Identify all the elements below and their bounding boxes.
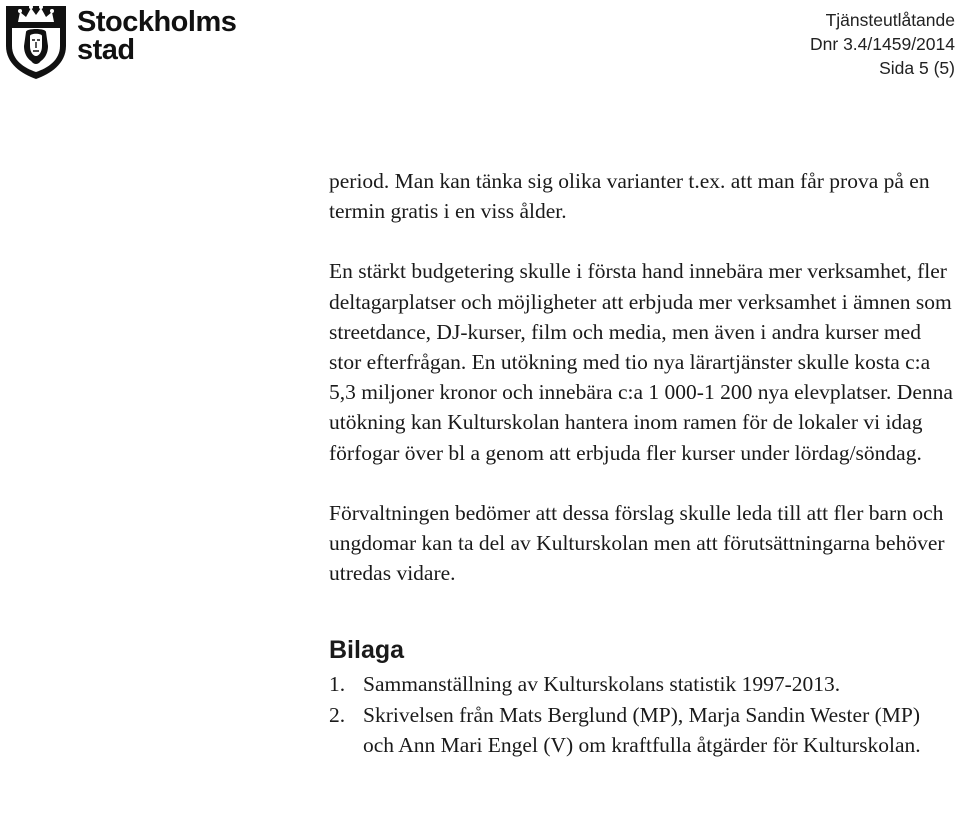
document-body <box>329 166 954 760</box>
document-header-info <box>810 8 955 80</box>
list-item-text: Skrivelsen från Mats Berglund (MP), Marja Sandin Wester (MP) och Ann Mari Engel (V) om kraftfulla åtgärder för Kulturskolan. <box>363 702 921 757</box>
list-item <box>329 669 954 699</box>
paragraph-1: period. Man kan tänka sig olika varianter t.ex. att man får prova på en termin gratis i en viss ålder. <box>329 169 930 224</box>
logo-line-1: Stockholms <box>77 6 237 38</box>
list-item <box>329 700 954 760</box>
list-item-number: 1. <box>329 672 346 697</box>
paragraph-3: Förvaltningen bedömer att dessa förslag skulle leda till att fler barn och ungdomar kan ta del av Kulturskolan men att förutsättningarna behöver utredas vidare. <box>329 500 945 586</box>
stockholm-logo <box>4 2 236 82</box>
page-number: Sida 5 (5) <box>879 58 955 78</box>
logo-wordmark <box>77 8 236 64</box>
appendix-heading: Bilaga <box>329 636 405 665</box>
list-item-text: Sammanställning av Kulturskolans statistik 1997-2013. <box>363 672 841 697</box>
stockholm-crest-icon <box>4 2 68 80</box>
paragraph-2: En stärkt budgetering skulle i första hand innebära mer verksamhet, fler deltagarplatser och möjligheter att erbjuda mer verksamhet i ämnen som streetdance, DJ-kurser, film och media, men även i andra kurser med stor efterfrågan. En utökning med tio nya lärartjänster skulle kosta c:a 5,3 miljoner kronor och innebära c:a 1 000-1 200 nya elevplatser. Denna utökning kan Kulturskolan hantera inom ramen för de lokaler vi idag förfogar över bl a genom att erbjuda fler kurser under lördag/söndag. <box>329 259 953 465</box>
document-number: Dnr 3.4/1459/2014 <box>810 34 955 54</box>
list-item-number: 2. <box>329 702 346 727</box>
appendix-list <box>329 669 954 760</box>
logo-line-2: stad <box>77 34 135 66</box>
document-type: Tjänsteutlåtande <box>825 10 955 30</box>
